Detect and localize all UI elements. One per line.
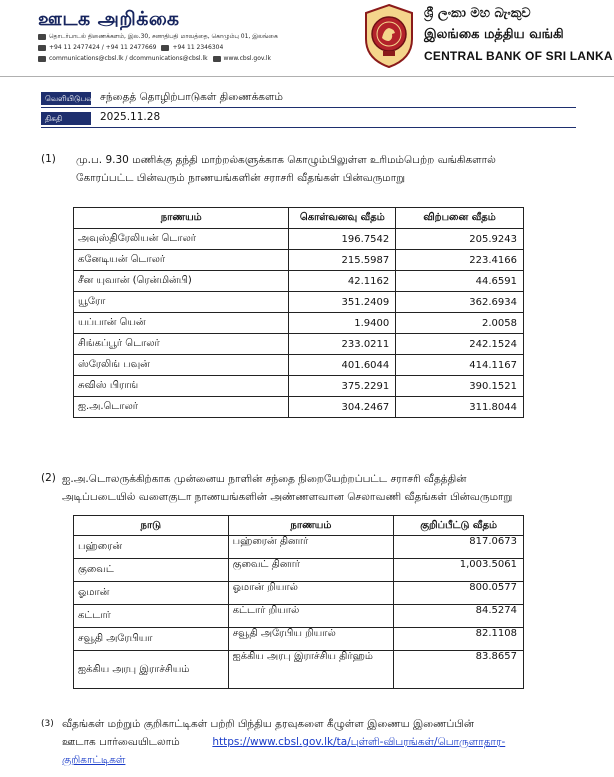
email-icon [38,56,46,62]
currency-cell: யப்பான் யென் [74,313,289,334]
address-line: தொடர்பாடல் திணைக்களம், இல.30, சனாதிபதி மாவத்தை, கொழும்பு 01, இலங்கை [38,33,278,41]
contact-line [38,55,271,62]
buying-rate-cell: 196.7542 [289,229,396,250]
table-row [74,376,524,397]
buying-rate-cell: 304.2467 [289,397,396,418]
gulf-currency-rates-table [73,515,524,689]
rate-cell: 1,003.5061 [394,559,524,582]
selling-rate-cell: 205.9243 [396,229,524,250]
currency-cell: ஓமான் றியால் [228,582,394,605]
section-2-line-1: ஐ.அ.டொலருக்கிற்காக முன்னைய நாளின் சந்தை நிறையேற்றப்பட்ட சராசரி வீதத்தின் [62,473,467,485]
country-cell: கட்டார் [74,605,229,628]
header-buying-rate: கொள்வனவு வீதம் [289,208,396,229]
rate-cell: 82.1108 [394,628,524,651]
header-selling-rate: விற்பனை வீதம் [396,208,524,229]
date-underline [41,127,576,128]
selling-rate-cell: 2.0058 [396,313,524,334]
table-row [74,559,524,582]
country-cell: குவைட் [74,559,229,582]
header-divider [0,76,614,77]
section-1-line-1: மு.ப. 9.30 மணிக்கு தந்தி மாற்றல்களுக்காக கொழும்பிலுள்ள உரிமம்பெற்ற வங்கிகளால் [76,154,496,166]
section-1-line-2: கோரப்பட்ட பின்வரும் நாணயங்களின் சராசரி வீதங்கள் பின்வருமாறு [76,172,406,184]
currency-cell: சிங்கப்பூர் டொலர் [74,334,289,355]
phone-line [38,44,223,51]
date-label: திகதி [41,112,91,125]
header-currency: நாணயம் [74,208,289,229]
table-row [74,334,524,355]
table-row [74,271,524,292]
issued-by-underline [41,107,576,108]
media-release-title: ஊடக அறிக்கை [38,8,180,30]
bank-name-sinhala: ශ්‍රී ලංකා මහ බැංකුව [424,6,531,21]
section-3-line-2-prefix: ஊடாக பார்வையிடலாம் [62,736,180,748]
issued-by-value: சந்தைத் தொழிற்பாடுகள் திணைக்களம் [100,91,283,103]
section-2-number: (2) [41,472,56,484]
table-row [74,313,524,334]
selling-rate-cell: 242.1524 [396,334,524,355]
country-cell: ஐக்கிய அரபு இராச்சியம் [74,651,229,689]
table-row [74,397,524,418]
table-row [74,536,524,559]
cbsl-seal-icon [362,3,416,69]
buying-rate-cell: 401.6044 [289,355,396,376]
envelope-icon [38,34,46,40]
date-value: 2025.11.28 [100,111,161,123]
table-row [74,605,524,628]
header-country: நாடு [74,516,229,536]
buying-rate-cell: 42.1162 [289,271,396,292]
table-row [74,355,524,376]
issued-by-label: வெளியிடுபவர் [41,92,91,105]
currency-cell: சவூதி அரேபிய றியால் [228,628,394,651]
fax-icon [161,45,169,51]
selling-rate-cell: 414.1167 [396,355,524,376]
selling-rate-cell: 44.6591 [396,271,524,292]
globe-icon [213,56,221,62]
currency-cell: அவுஸ்திரேலியன் டொலர் [74,229,289,250]
table-row [74,229,524,250]
currency-cell: சுவிஸ் பிராங் [74,376,289,397]
country-cell: பஹ்ரைன் [74,536,229,559]
table-header-row [74,208,524,229]
section-2-text [62,470,577,506]
currency-cell: ஐக்கிய அரபு இராச்சிய திர்ஹம் [228,651,394,689]
statistics-link-tail[interactable]: குறிகாட்டிகள் [62,754,126,766]
currency-cell: பஹ்ரைன் தினார் [228,536,394,559]
table-row [74,292,524,313]
section-3-number: (3) [41,719,54,729]
currency-cell: யூரோ [74,292,289,313]
table-row [74,651,524,689]
currency-cell: குவைட் தினார் [228,559,394,582]
buying-rate-cell: 351.2409 [289,292,396,313]
bank-name-english: CENTRAL BANK OF SRI LANKA [424,49,613,63]
table-header-row [74,516,524,536]
currency-cell: ஸ்ரேலிங் பவுன் [74,355,289,376]
website-link[interactable]: www.cbsl.gov.lk [223,55,272,62]
exchange-rates-table [73,207,524,418]
buying-rate-cell: 233.0211 [289,334,396,355]
phone-numbers: +94 11 2477424 / +94 11 2477669 [49,44,157,51]
buying-rate-cell: 215.5987 [289,250,396,271]
bank-name-tamil: இலங்கை மத்திய வங்கி [424,27,564,42]
country-cell: சவூதி அரேபியா [74,628,229,651]
table-row [74,582,524,605]
email-addresses[interactable]: communications@cbsl.lk / dcommunications@cbsl.lk [49,55,208,62]
buying-rate-cell: 1.9400 [289,313,396,334]
selling-rate-cell: 223.4166 [396,250,524,271]
header-currency: நாணயம் [228,516,394,536]
section-2-line-2: அடிப்படையில் வளைகுடா நாணயங்களின் அண்ணளவான செலாவணி வீதங்கள் பின்வருமாறு [62,491,513,503]
selling-rate-cell: 390.1521 [396,376,524,397]
phone-icon [38,45,46,51]
rate-cell: 84.5274 [394,605,524,628]
buying-rate-cell: 375.2291 [289,376,396,397]
section-3-line-2 [62,733,577,751]
table-row [74,250,524,271]
currency-cell: கனேடியன் டொலர் [74,250,289,271]
section-1-number: (1) [41,153,56,165]
currency-cell: சீன யுவான் (ரென்மின்பி) [74,271,289,292]
section-3-text [62,715,577,769]
section-3-line-1: வீதங்கள் மற்றும் குறிகாட்டிகள் பற்றி பிந்திய தரவுகளை கீழுள்ள இணைய இணைப்பின் [62,718,475,730]
statistics-link-path[interactable]: புள்ளி-விபரங்கள்/பொருளாதார- [350,736,506,748]
rate-cell: 817.0673 [394,536,524,559]
statistics-link-url[interactable]: https://www.cbsl.gov.lk/ta/ [212,736,351,748]
selling-rate-cell: 362.6934 [396,292,524,313]
fax-number: +94 11 2346304 [172,44,224,51]
currency-cell: ஐ.அ.டொலர் [74,397,289,418]
section-3-line-3 [62,751,577,769]
header-indicative-rate: குறிப்பீட்டு வீதம் [394,516,524,536]
selling-rate-cell: 311.8044 [396,397,524,418]
rate-cell: 83.8657 [394,651,524,689]
table-row [74,628,524,651]
rate-cell: 800.0577 [394,582,524,605]
country-cell: ஓமான் [74,582,229,605]
currency-cell: கட்டார் றியால் [228,605,394,628]
section-1-text [76,151,576,187]
